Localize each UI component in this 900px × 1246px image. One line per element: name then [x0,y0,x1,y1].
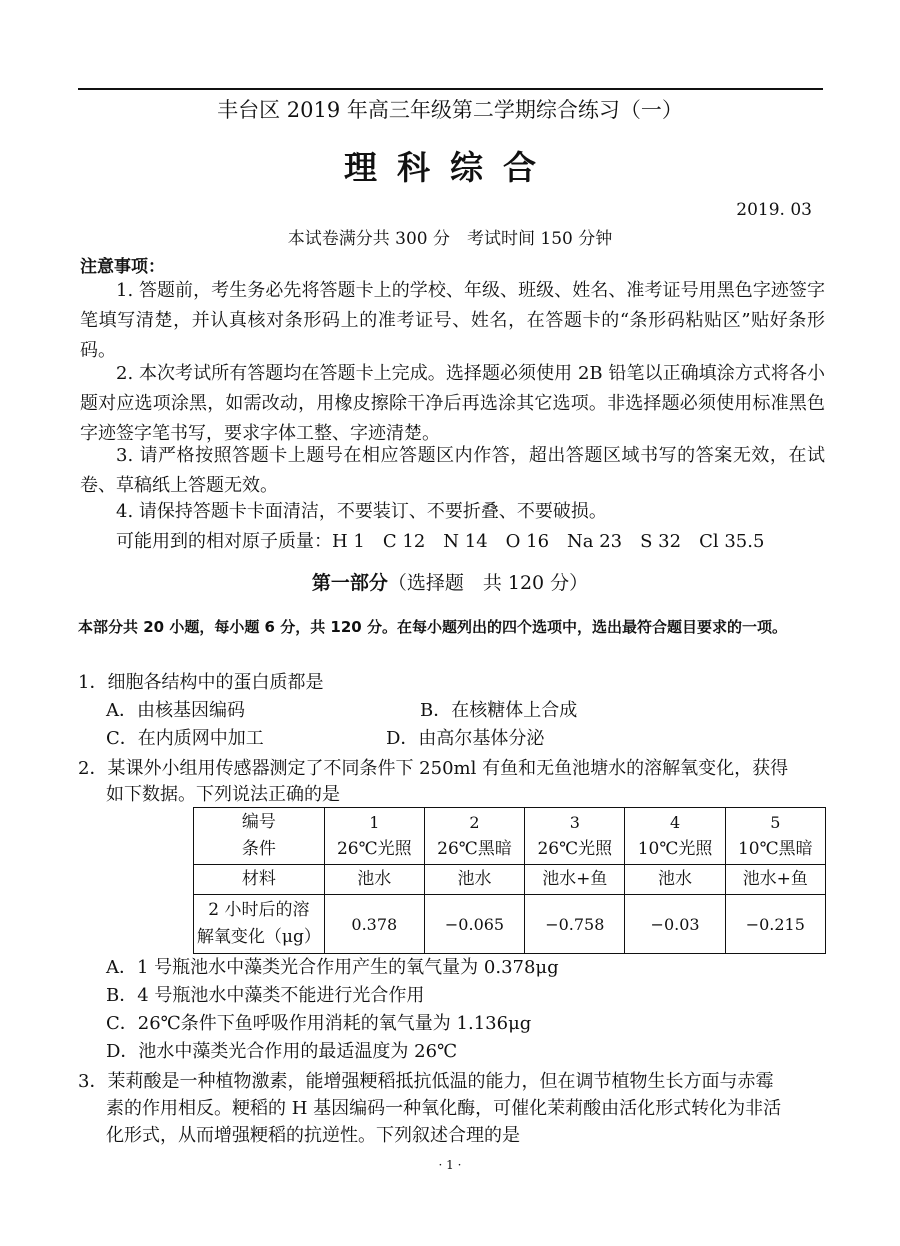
exam-info: 本试卷满分共 300 分 考试时间 150 分钟 [287,229,613,249]
notice-item-4: 4. 请保持答题卡卡面清洁，不要装订、不要折叠、不要破损。 [116,501,607,522]
q1-option-a: A．由核基因编码 [106,700,245,721]
page-number: · 1 · [438,1158,462,1172]
exam-date: 2019. 03 [736,200,812,220]
table-cell: 5 10℃黑暗 [725,808,825,865]
table-cell: 4 10℃光照 [625,808,725,865]
table-cell: 池水 [424,865,524,895]
q2-option-a: A．1 号瓶池水中藻类光合作用产生的氧气量为 0.378μg [106,957,559,978]
table-cell: −0.758 [525,895,625,954]
q3-line3: 化形式，从而增强粳稻的抗逆性。下列叙述合理的是 [106,1125,520,1146]
part1-heading-bold: 第一部分 [311,572,388,594]
table-cell: −0.215 [725,895,825,954]
q2-data-table [193,807,826,954]
notice-heading: 注意事项： [80,257,165,277]
part1-description: 本部分共 20 小题，每小题 6 分，共 120 分。在每小题列出的四个选项中，选出最符合题目要求的一项。 [78,618,787,636]
q1-option-c: C．在内质网中加工 [106,728,264,749]
part1-heading [0,568,900,595]
table-row [194,895,826,954]
exam-header-title: 丰台区 2019 年高三年级第二学期综合练习（一） [217,98,683,122]
table-cell: 池水+鱼 [725,865,825,895]
table-header-id-condition: 编号 条件 [194,808,325,865]
notice-item-3: 3. 请严格按照答题卡上题号在相应答题区内作答，超出答题区域书写的答案无效，在试卷、草稿纸上答题无效。 [80,445,825,496]
q3-line1: 3．茉莉酸是一种植物激素，能增强粳稻抵抗低温的能力，但在调节植物生长方面与赤霉 [78,1071,774,1092]
table-cell: 2 26℃黑暗 [424,808,524,865]
table-cell: 池水+鱼 [525,865,625,895]
page-title: 理科综合 [344,148,556,187]
notice-item-1: 1. 答题前，考生务必先将答题卡上的学校、年级、班级、姓名、准考证号用黑色字迹签字笔填写清楚，并认真核对条形码上的准考证号、姓名，在答题卡的“条形码粘贴区”贴好条形码。 [80,280,825,361]
part1-heading-rest: （选择题 共 120 分） [387,572,589,594]
table-row [194,865,826,895]
table-cell: 0.378 [324,895,424,954]
q3-line2: 素的作用相反。粳稻的 H 基因编码一种氧化酶，可催化茉莉酸由活化形式转化为非活 [106,1098,782,1119]
q2-stem-line1: 2．某课外小组用传感器测定了不同条件下 250ml 有鱼和无鱼池塘水的溶解氧变化，获得 [78,758,789,779]
table-cell: 池水 [625,865,725,895]
top-rule [78,88,823,90]
q2-stem-line2: 如下数据。下列说法正确的是 [106,784,340,805]
table-cell: 1 26℃光照 [324,808,424,865]
table-row [194,808,826,865]
table-cell: 池水 [324,865,424,895]
table-cell: −0.03 [625,895,725,954]
atomic-masses: 可能用到的相对原子质量：H 1 C 12 N 14 O 16 Na 23 S 32 Cl 35.5 [116,531,765,552]
q1-option-d: D．由高尔基体分泌 [386,728,545,749]
notice-item-2: 2. 本次考试所有答题均在答题卡上完成。选择题必须使用 2B 铅笔以正确填涂方式将各小题对应选项涂黑，如需改动，用橡皮擦除干净后再选涂其它选项。非选择题必须使用标准黑色字迹签字笔书写，要求字体工整、字迹清楚。 [80,363,825,444]
table-cell: 3 26℃光照 [525,808,625,865]
table-header-result: 2 小时后的溶 解氧变化（μg） [194,895,325,954]
q2-option-d: D．池水中藻类光合作用的最适温度为 26℃ [106,1041,458,1062]
table-cell: −0.065 [424,895,524,954]
q2-option-c: C．26℃条件下鱼呼吸作用消耗的氧气量为 1.136μg [106,1013,532,1034]
q1-stem: 1．细胞各结构中的蛋白质都是 [78,672,324,693]
table-header-material: 材料 [194,865,325,895]
q2-option-b: B．4 号瓶池水中藻类不能进行光合作用 [106,985,425,1006]
q1-option-b: B．在核糖体上合成 [420,700,578,721]
